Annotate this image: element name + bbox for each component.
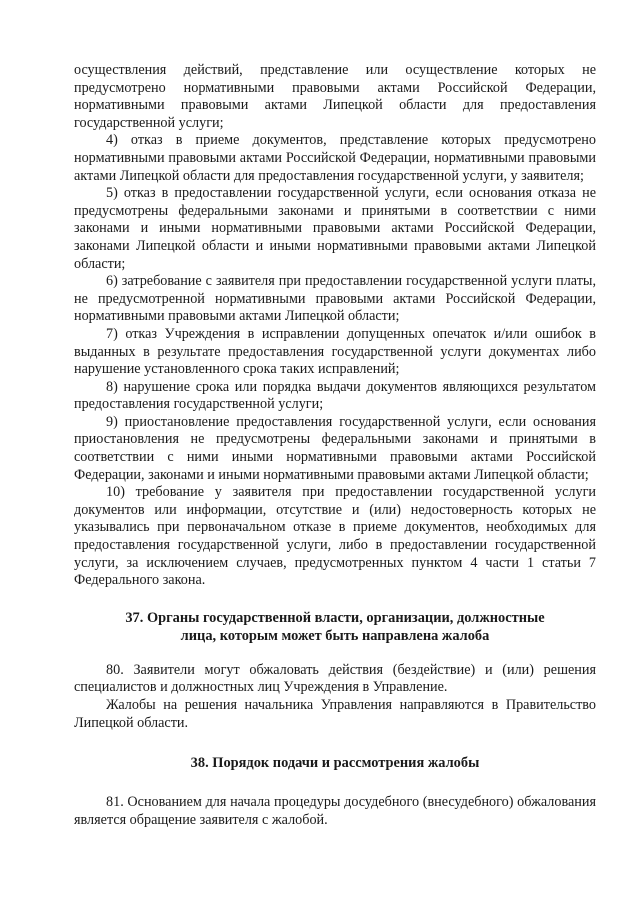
paragraph-item-10: 10) требование у заявителя при предоставлении государственной услуги документов или информации, отсутствие и (или) недостоверность которых не указывались при первоначальном отказе в приеме документов, необходимых для предоставления государственной услуги, либо в предоставлении государственной услуги, за исключением случаев, предусмотренных пунктом 4 части 1 статьи 7 Федерального закона. xyxy=(74,484,596,589)
paragraph-item-4: 4) отказ в приеме документов, представление которых предусмотрено нормативными правовыми актами Российской Федерации, нормативными правовыми актами Липецкой области для предоставления государственной услуги, у заявителя; xyxy=(74,132,596,184)
section-37-heading-line1: 37. Органы государственной власти, организации, должностные xyxy=(125,609,545,626)
paragraph-complaints: Жалобы на решения начальника Управления направляются в Правительство Липецкой области. xyxy=(74,697,596,731)
document-page xyxy=(74,62,596,829)
paragraph-80: 80. Заявители могут обжаловать действия (бездействие) и (или) решения специалистов и должностных лиц Учреждения в Управление. xyxy=(74,661,596,696)
paragraph-item-9: 9) приостановление предоставления государственной услуги, если основания приостановления не предусмотрены федеральными законами и принятыми в соответствии с ними иными нормативными правовыми актами Российской Федерации, законами и иными нормативными правовыми актами Липецкой области; xyxy=(74,413,596,483)
section-37-heading xyxy=(74,609,596,645)
paragraph-item-5: 5) отказ в предоставлении государственной услуги, если основания отказа не предусмотрены федеральными законами и принятыми в соответствии с ними законами и иными нормативными правовыми актами Российской Федерации, законами Липецкой области и иными нормативными правовыми актами Липецкой области; xyxy=(74,185,596,272)
paragraph-item-8: 8) нарушение срока или порядка выдачи документов являющихся результатом предоставления государственной услуги; xyxy=(74,378,596,413)
section-37-heading-line2: лица, которым может быть направлена жалоба xyxy=(180,627,490,644)
paragraph-continuation: осуществления действий, представление или осуществление которых не предусмотрено нормативными правовыми актами Российской Федерации, нормативными правовыми актами Липецкой области для предоставления государственной услуги; xyxy=(74,62,596,131)
paragraph-81: 81. Основанием для начала процедуры досудебного (внесудебного) обжалования является обращение заявителя с жалобой. xyxy=(74,794,596,828)
section-38-heading: 38. Порядок подачи и рассмотрения жалобы xyxy=(190,755,480,772)
paragraph-item-6: 6) затребование с заявителя при предоставлении государственной услуги платы, не предусмотренной нормативными правовыми актами Российской Федерации, нормативными правовыми актами Липецкой области; xyxy=(74,273,596,325)
paragraph-item-7: 7) отказ Учреждения в исправлении допущенных опечаток и/или ошибок в выданных в результате предоставления государственной услуги документах либо нарушение установленного срока таких исправлений; xyxy=(74,325,596,378)
